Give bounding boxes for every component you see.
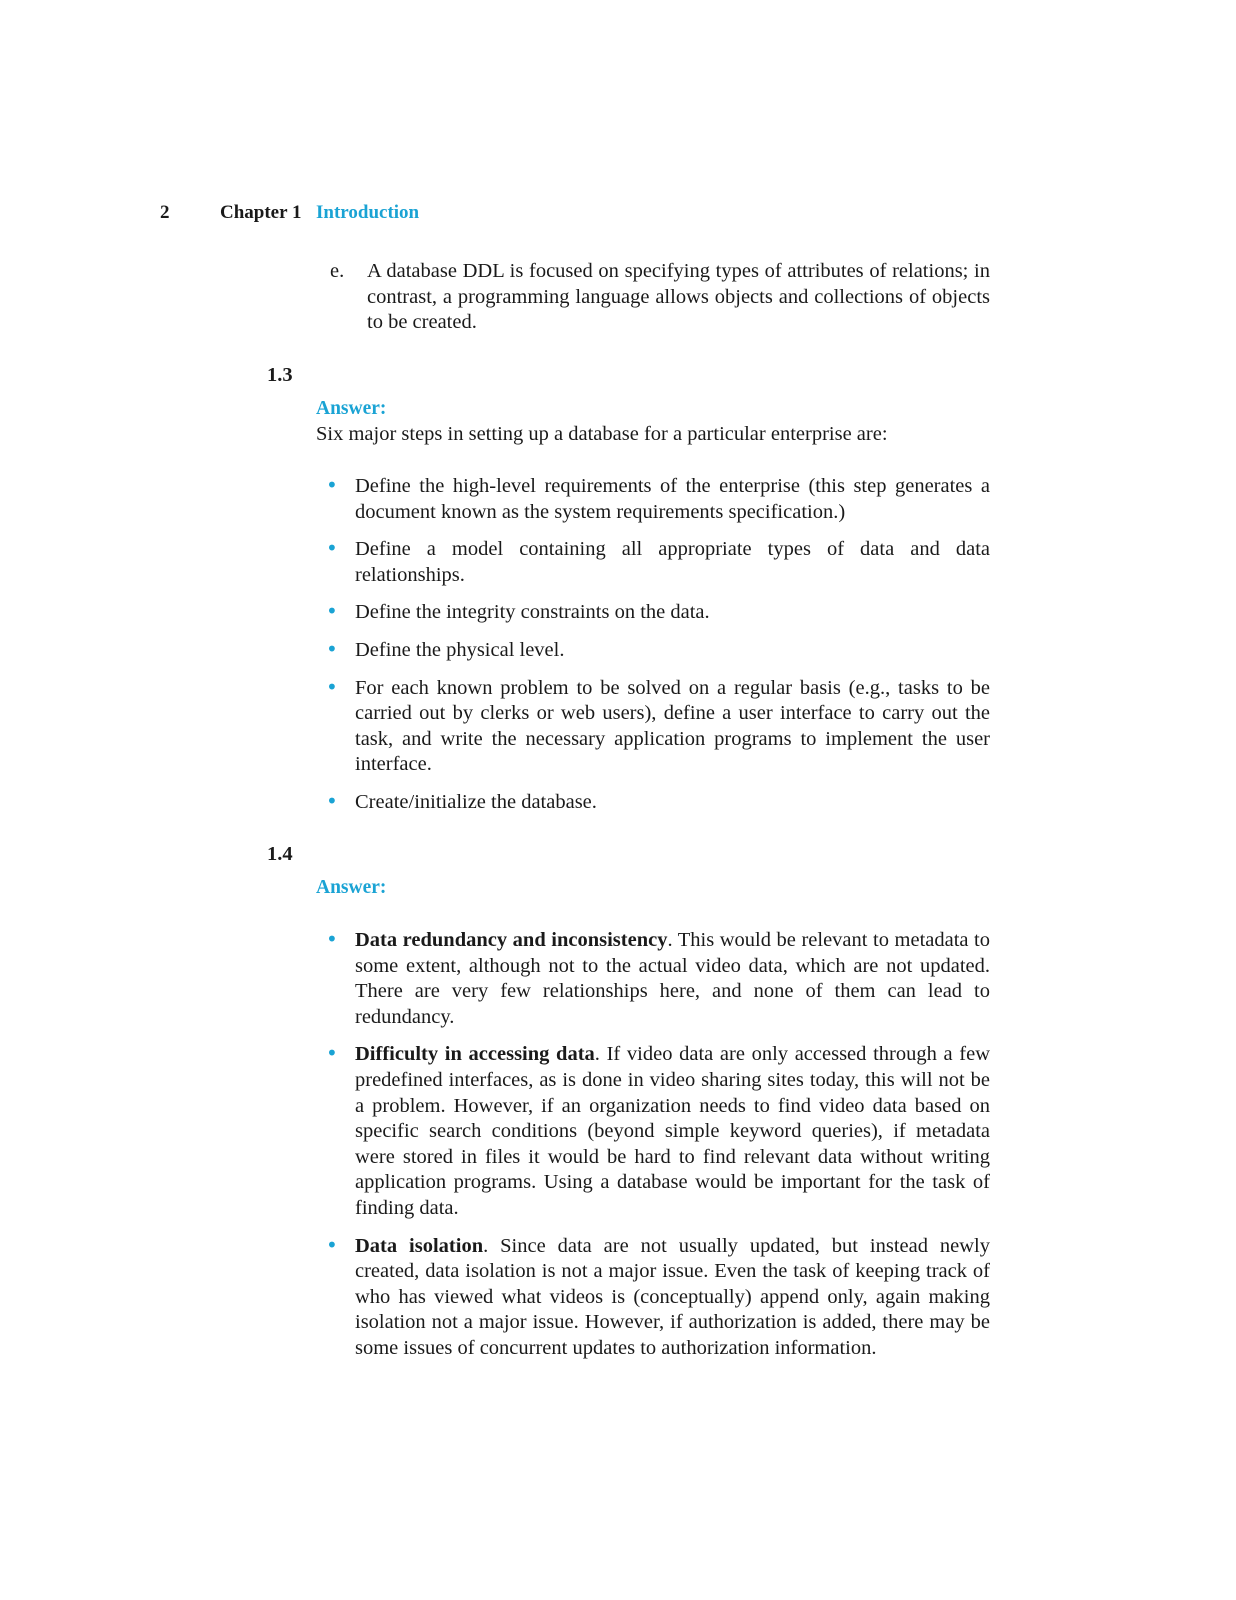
- list-item: [326, 1042, 990, 1221]
- chapter-label: Chapter 1: [220, 202, 302, 223]
- step-text: Define the integrity constraints on the data.: [355, 601, 710, 624]
- step-text: Define the high-level requirements of the enterprise (this step generates a document known as the system requirements specification.): [355, 475, 990, 523]
- list-item: [326, 790, 990, 816]
- point-term: Data redundancy and inconsistency: [355, 929, 668, 951]
- chapter-title: Introduction: [316, 202, 420, 223]
- step-text: Define a model containing all appropriate types of data and data relationships.: [355, 538, 990, 586]
- point-text: . This would be relevant to metadata to some extent, although not to the actual video data, which are not updated. There are very few relationships here, and none of them can lead to redundancy.: [355, 929, 991, 1028]
- bullet-dot-icon: •: [326, 473, 338, 497]
- answer-label-1-3: Answer:: [316, 398, 387, 419]
- step-text: Create/initialize the database.: [355, 790, 597, 813]
- bullet-dot-icon: •: [326, 599, 338, 624]
- steps-list: [326, 474, 990, 828]
- list-item: [326, 1234, 990, 1362]
- points-list: [326, 928, 990, 1374]
- bullet-dot-icon: •: [326, 636, 338, 661]
- point-term: Data isolation: [355, 1234, 484, 1257]
- point-text: . Since data are not usually updated, but instead newly created, data isolation is not a major issue. Even the task of keeping track of who has viewed what videos is (conceptually) append only, again making isolation not a major issue. However, if authorization is added, there may be some issues of concurrent updates to authorization information.: [355, 1234, 990, 1359]
- list-item: [326, 537, 990, 588]
- question-number-1-3: 1.3: [267, 364, 293, 386]
- answer-label-1-4: Answer:: [316, 877, 387, 898]
- step-text: Define the physical level.: [355, 638, 565, 661]
- bullet-dot-icon: •: [326, 536, 338, 561]
- running-header: [0, 202, 1236, 228]
- bullet-dot-icon: •: [326, 1041, 338, 1066]
- bullet-dot-icon: •: [326, 1232, 338, 1257]
- bullet-dot-icon: •: [326, 927, 338, 951]
- answer-intro-1-3: Six major steps in setting up a database for a particular enterprise are:: [316, 423, 888, 445]
- point-text: . If video data are only accessed through a few predefined interfaces, as is done in video sharing sites today, this will not be a problem. However, if an organization needs to find video data based on specific search conditions (beyond simple keyword queries), if metadata were stored in files it would be hard to find relevant data without writing application programs. Using a database would be important for the task of finding data.: [355, 1043, 990, 1219]
- list-item: [326, 474, 990, 525]
- step-text: For each known problem to be solved on a regular basis (e.g., tasks to be carried out by clerks or web users), define a user interface to carry out the task, and write the necessary application programs to implement the user interface.: [355, 676, 990, 776]
- item-e-text: A database DDL is focused on specifying types of attributes of relations; in contrast, a programming language allows objects and collections of objects to be created.: [367, 260, 990, 334]
- list-item-e: [330, 259, 990, 336]
- point-term: Difficulty in accessing data: [355, 1043, 595, 1066]
- bullet-dot-icon: •: [326, 788, 338, 813]
- item-marker: e.: [330, 260, 345, 282]
- bullet-dot-icon: •: [326, 674, 338, 699]
- list-item: [326, 676, 990, 778]
- list-item: [326, 600, 990, 626]
- page-number: 2: [160, 202, 170, 223]
- list-item: [326, 638, 990, 664]
- question-number-1-4: 1.4: [267, 843, 293, 865]
- list-item: [326, 928, 990, 1030]
